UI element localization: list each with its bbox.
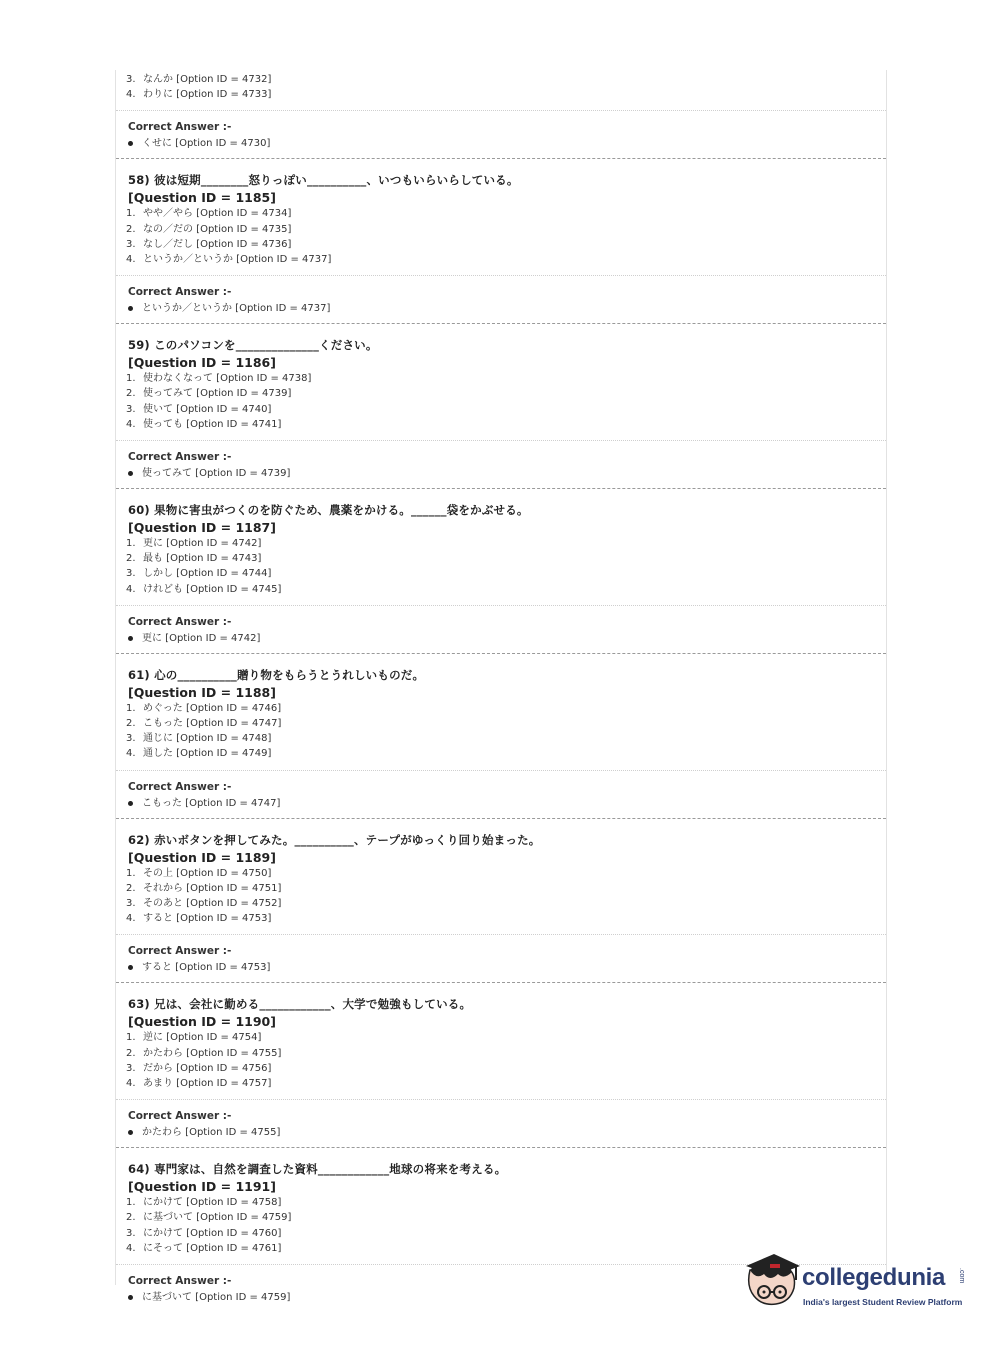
bullet-icon xyxy=(128,636,133,641)
question-prefix: 63) 兄は、会社に勤める xyxy=(128,997,260,1012)
question-section xyxy=(116,489,886,605)
correct-answer-label: Correct Answer :- xyxy=(128,286,232,299)
option-number: 3. xyxy=(126,733,136,745)
option-text: わりに [Option ID = 4733] xyxy=(143,89,272,101)
correct-answer-text: くせに [Option ID = 4730] xyxy=(142,138,271,150)
correct-answer xyxy=(128,795,874,812)
option-number: 4. xyxy=(126,748,136,760)
option-item xyxy=(128,1076,874,1091)
option-text: にそって [Option ID = 4761] xyxy=(143,1242,282,1254)
option-list xyxy=(128,536,874,597)
logo-name: collegedunia xyxy=(802,1264,946,1291)
option-item xyxy=(128,701,874,716)
option-text: 使いて [Option ID = 4740] xyxy=(143,403,272,415)
question-text xyxy=(128,501,874,519)
option-number: 2. xyxy=(126,718,136,730)
question-id: [Question ID = 1188] xyxy=(128,684,276,700)
option-number: 1. xyxy=(126,702,136,714)
option-text: に基づいて [Option ID = 4759] xyxy=(143,1212,292,1224)
question-suffix: 、テープがゆっくり回り始まった。 xyxy=(353,832,541,847)
option-item xyxy=(128,1061,874,1076)
correct-answer xyxy=(128,959,874,976)
option-number: 4. xyxy=(126,418,136,430)
question-suffix: 袋をかぶせる。 xyxy=(446,503,529,518)
option-item xyxy=(128,566,874,581)
option-list xyxy=(128,371,874,432)
option-item xyxy=(128,582,874,597)
option-number: 3. xyxy=(126,403,136,415)
bullet-icon xyxy=(128,306,133,311)
option-number: 2. xyxy=(126,223,136,235)
question-id: [Question ID = 1190] xyxy=(128,1014,276,1030)
option-item xyxy=(128,402,874,417)
option-item xyxy=(128,1046,874,1061)
option-item xyxy=(128,746,874,761)
correct-answer xyxy=(128,1124,874,1141)
question-text xyxy=(128,1160,874,1178)
question-text xyxy=(128,336,874,354)
option-item xyxy=(128,866,874,881)
option-text: それから [Option ID = 4751] xyxy=(143,882,282,894)
bullet-icon xyxy=(128,1130,133,1135)
option-text: にかけて [Option ID = 4760] xyxy=(143,1227,282,1239)
question-text xyxy=(128,171,874,189)
correct-answer xyxy=(128,630,874,647)
option-text: その上 [Option ID = 4750] xyxy=(143,867,272,879)
option-number: 4. xyxy=(126,1078,136,1090)
option-text: すると [Option ID = 4753] xyxy=(143,913,272,925)
question-prefix: 62) 赤いボタンを押してみた。 xyxy=(128,832,295,847)
option-text: 使わなくなって [Option ID = 4738] xyxy=(143,373,312,385)
correct-answer xyxy=(128,300,874,317)
bullet-icon xyxy=(128,965,133,970)
question-suffix: 、大学で勉強もしている。 xyxy=(330,997,472,1012)
correct-answer-text: に基づいて [Option ID = 4759] xyxy=(142,1292,291,1304)
option-text: 使ってみて [Option ID = 4739] xyxy=(143,388,292,400)
option-number: 4. xyxy=(126,913,136,925)
question-middle: 怒りっぽい xyxy=(248,173,307,188)
question-prefix: 58) 彼は短期 xyxy=(128,173,201,188)
question-id: [Question ID = 1185] xyxy=(128,190,276,206)
option-text: 通した [Option ID = 4749] xyxy=(143,748,272,760)
correct-answer xyxy=(128,465,874,482)
bullet-icon xyxy=(128,471,133,476)
option-number: 3. xyxy=(126,1062,136,1074)
question-block xyxy=(116,983,886,1148)
option-item xyxy=(128,1210,874,1225)
correct-answer-label: Correct Answer :- xyxy=(128,780,232,793)
answer-blank: ________ xyxy=(200,173,249,188)
option-text: だから [Option ID = 4756] xyxy=(143,1062,272,1074)
mascot-icon xyxy=(740,1250,804,1316)
option-number: 1. xyxy=(126,867,136,879)
option-text: こもった [Option ID = 4747] xyxy=(143,718,282,730)
correct-answer-text: というか／というか [Option ID = 4737] xyxy=(142,303,331,315)
option-item xyxy=(128,911,874,926)
logo-tagline: India's largest Student Review Platform xyxy=(803,1297,963,1307)
answer-section xyxy=(116,1099,886,1147)
option-number: 1. xyxy=(126,373,136,385)
option-item xyxy=(128,417,874,432)
option-number: 2. xyxy=(126,1047,136,1059)
question-section xyxy=(116,983,886,1099)
question-id: [Question ID = 1191] xyxy=(128,1179,276,1195)
option-list xyxy=(128,72,874,102)
question-section xyxy=(116,819,886,935)
answer-blank: __________ xyxy=(306,173,367,188)
option-text: あまり [Option ID = 4757] xyxy=(143,1078,272,1090)
question-list xyxy=(116,159,886,1312)
correct-answer-label: Correct Answer :- xyxy=(128,945,232,958)
bullet-icon xyxy=(128,141,133,146)
correct-answer-text: すると [Option ID = 4753] xyxy=(142,962,271,974)
question-block xyxy=(116,654,886,819)
question-prefix: 64) 専門家は、自然を調査した資料 xyxy=(128,1162,318,1177)
option-item xyxy=(128,1030,874,1045)
option-number: 2. xyxy=(126,553,136,565)
question-text xyxy=(128,831,874,849)
question-block xyxy=(116,324,886,489)
option-item xyxy=(128,222,874,237)
question-section xyxy=(116,324,886,440)
answer-blank: ______________ xyxy=(235,338,320,353)
option-number: 1. xyxy=(126,1032,136,1044)
correct-answer-text: かたわら [Option ID = 4755] xyxy=(142,1127,281,1139)
logo-suffix: .com xyxy=(958,1268,965,1284)
option-text: 更に [Option ID = 4742] xyxy=(143,538,262,550)
option-number: 3. xyxy=(126,568,136,580)
question-section xyxy=(116,159,886,275)
option-text: 逆に [Option ID = 4754] xyxy=(143,1032,262,1044)
option-item xyxy=(128,237,874,252)
option-text: なの／だの [Option ID = 4735] xyxy=(143,223,292,235)
answer-blank: __________ xyxy=(294,832,354,847)
option-number: 1. xyxy=(126,208,136,220)
option-item xyxy=(128,1195,874,1210)
option-list xyxy=(128,1195,874,1256)
option-text: やや／やら [Option ID = 4734] xyxy=(143,208,292,220)
option-number: 4. xyxy=(126,254,136,266)
correct-answer-text: 使ってみて [Option ID = 4739] xyxy=(142,468,291,480)
option-number: 2. xyxy=(126,882,136,894)
option-text: というか／というか [Option ID = 4737] xyxy=(143,254,332,266)
option-number: 4. xyxy=(126,583,136,595)
option-item xyxy=(128,881,874,896)
option-item xyxy=(128,72,874,87)
correct-answer-label: Correct Answer :- xyxy=(128,121,232,134)
answer-section xyxy=(116,110,886,158)
answer-blank: ____________ xyxy=(259,997,331,1012)
option-item xyxy=(128,206,874,221)
option-text: けれども [Option ID = 4745] xyxy=(143,583,282,595)
question-prefix: 61) 心の xyxy=(128,667,178,682)
option-item xyxy=(128,87,874,102)
answer-blank: __________ xyxy=(177,667,237,682)
option-list xyxy=(128,866,874,927)
question-suffix: 、いつもいらいらしている。 xyxy=(366,173,519,188)
option-item xyxy=(128,731,874,746)
option-text: 通じに [Option ID = 4748] xyxy=(143,733,272,745)
question-suffix: 地球の将来を考える。 xyxy=(389,1162,507,1177)
question-prefix: 59) このパソコンを xyxy=(128,338,236,353)
answer-blank: ______ xyxy=(411,503,447,518)
option-text: 最も [Option ID = 4743] xyxy=(143,553,262,565)
option-text: かたわら [Option ID = 4755] xyxy=(143,1047,282,1059)
correct-answer-text: こもった [Option ID = 4747] xyxy=(142,797,281,809)
option-number: 3. xyxy=(126,898,136,910)
question-suffix: 贈り物をもらうとうれしいものだ。 xyxy=(236,667,425,682)
option-item xyxy=(128,551,874,566)
question-prefix: 60) 果物に害虫がつくのを防ぐため、農薬をかける。 xyxy=(128,503,412,518)
question-block xyxy=(116,819,886,984)
option-number: 1. xyxy=(126,1197,136,1209)
question-block xyxy=(116,489,886,654)
option-text: にかけて [Option ID = 4758] xyxy=(143,1197,282,1209)
option-item xyxy=(128,896,874,911)
answer-section xyxy=(116,770,886,818)
option-item xyxy=(128,252,874,267)
question-text xyxy=(128,666,874,684)
option-list xyxy=(128,206,874,267)
option-number: 3. xyxy=(126,1227,136,1239)
option-number: 4. xyxy=(126,89,136,101)
collegedunia-logo xyxy=(740,1250,970,1320)
option-number: 2. xyxy=(126,388,136,400)
option-text: 使っても [Option ID = 4741] xyxy=(143,418,282,430)
bullet-icon xyxy=(128,801,133,806)
option-text: なし／だし [Option ID = 4736] xyxy=(143,238,292,250)
correct-answer-label: Correct Answer :- xyxy=(128,1275,232,1288)
option-item xyxy=(128,371,874,386)
option-text: しかし [Option ID = 4744] xyxy=(143,568,272,580)
option-list xyxy=(128,701,874,762)
question-block xyxy=(116,159,886,324)
option-number: 1. xyxy=(126,538,136,550)
option-number: 3. xyxy=(126,238,136,250)
question-id: [Question ID = 1187] xyxy=(128,520,276,536)
option-text: そのあと [Option ID = 4752] xyxy=(143,898,282,910)
correct-answer-label: Correct Answer :- xyxy=(128,1110,232,1123)
option-item xyxy=(128,536,874,551)
option-item xyxy=(128,386,874,401)
answer-section xyxy=(116,605,886,653)
question-section xyxy=(116,654,886,770)
option-list xyxy=(128,1030,874,1091)
question-id: [Question ID = 1186] xyxy=(128,355,276,371)
question-suffix: ください。 xyxy=(319,338,378,353)
question-id: [Question ID = 1189] xyxy=(128,849,276,865)
answer-blank: ____________ xyxy=(317,1162,390,1177)
answer-section xyxy=(116,440,886,488)
option-text: なんか [Option ID = 4732] xyxy=(143,74,272,85)
correct-answer-text: 更に [Option ID = 4742] xyxy=(142,632,261,644)
correct-answer xyxy=(128,135,874,152)
option-item xyxy=(128,716,874,731)
previous-question-tail xyxy=(116,70,886,159)
bullet-icon xyxy=(128,1295,133,1300)
option-number: 3. xyxy=(126,74,136,85)
answer-section xyxy=(116,934,886,982)
option-text: めぐった [Option ID = 4746] xyxy=(143,702,282,714)
question-section xyxy=(116,1148,886,1264)
option-number: 4. xyxy=(126,1242,136,1254)
correct-answer-label: Correct Answer :- xyxy=(128,451,232,464)
answer-section xyxy=(116,275,886,323)
question-text xyxy=(128,995,874,1013)
option-number: 2. xyxy=(126,1212,136,1224)
option-item xyxy=(128,1226,874,1241)
correct-answer-label: Correct Answer :- xyxy=(128,615,232,628)
